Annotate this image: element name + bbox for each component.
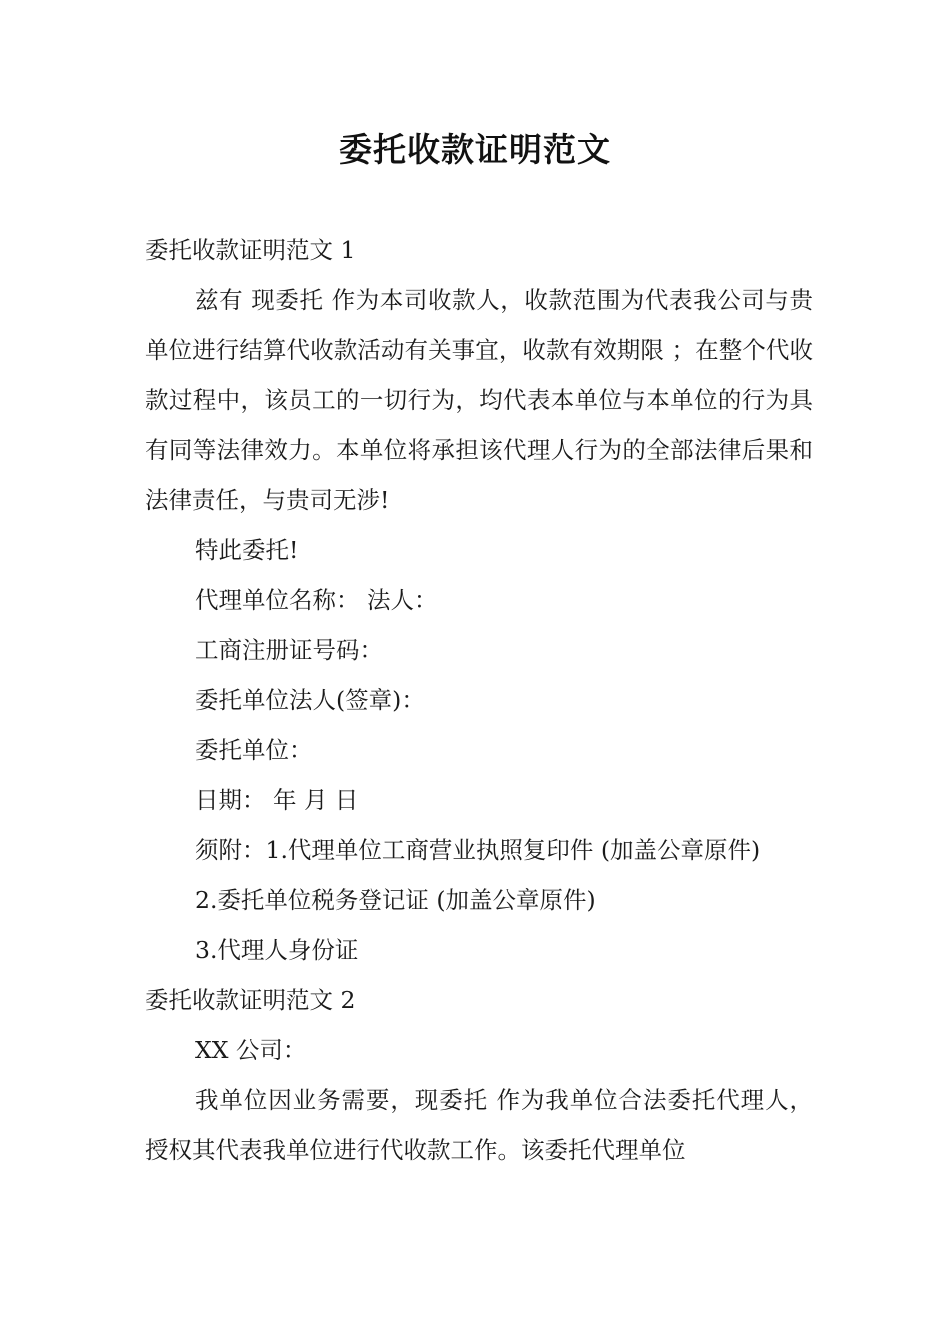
entrusting-unit-field: 委托单位： [195, 736, 313, 764]
document-body [145, 225, 813, 1175]
document-title: 委托收款证明范文 [339, 130, 611, 169]
registration-number-field: 工商注册证号码： [195, 636, 383, 664]
attachment-item-1: 须附：1.代理单位工商营业执照复印件 (加盖公章原件) [195, 836, 761, 864]
agent-unit-field: 代理单位名称： 法人： [195, 586, 438, 614]
salutation-line: XX 公司： [195, 1036, 307, 1064]
section-2-heading: 委托收款证明范文 2 [145, 986, 356, 1014]
section-2-paragraph: 我单位因业务需要，现委托 作为我单位合法委托代理人，授权其代表我单位进行代收款工作。该委托代理单位 [145, 1086, 813, 1164]
closing-line: 特此委托! [195, 536, 299, 564]
attachment-item-2: 2.委托单位税务登记证 (加盖公章原件) [195, 886, 596, 914]
section-1-paragraph: 兹有 现委托 作为本司收款人，收款范围为代表我公司与贵单位进行结算代收款活动有关事宜，收款有效期限 ；在整个代收款过程中，该员工的一切行为，均代表本单位与本单位的行为具有同等法律效力。本单位将承担该代理人行为的全部法律后果和法律责任，与贵司无涉! [145, 286, 813, 514]
attachment-item-3: 3.代理人身份证 [195, 936, 359, 964]
section-1-heading: 委托收款证明范文 1 [145, 236, 356, 264]
date-field: 日期： 年 月 日 [195, 786, 359, 814]
legal-person-signature-field: 委托单位法人(签章)： [195, 686, 425, 714]
